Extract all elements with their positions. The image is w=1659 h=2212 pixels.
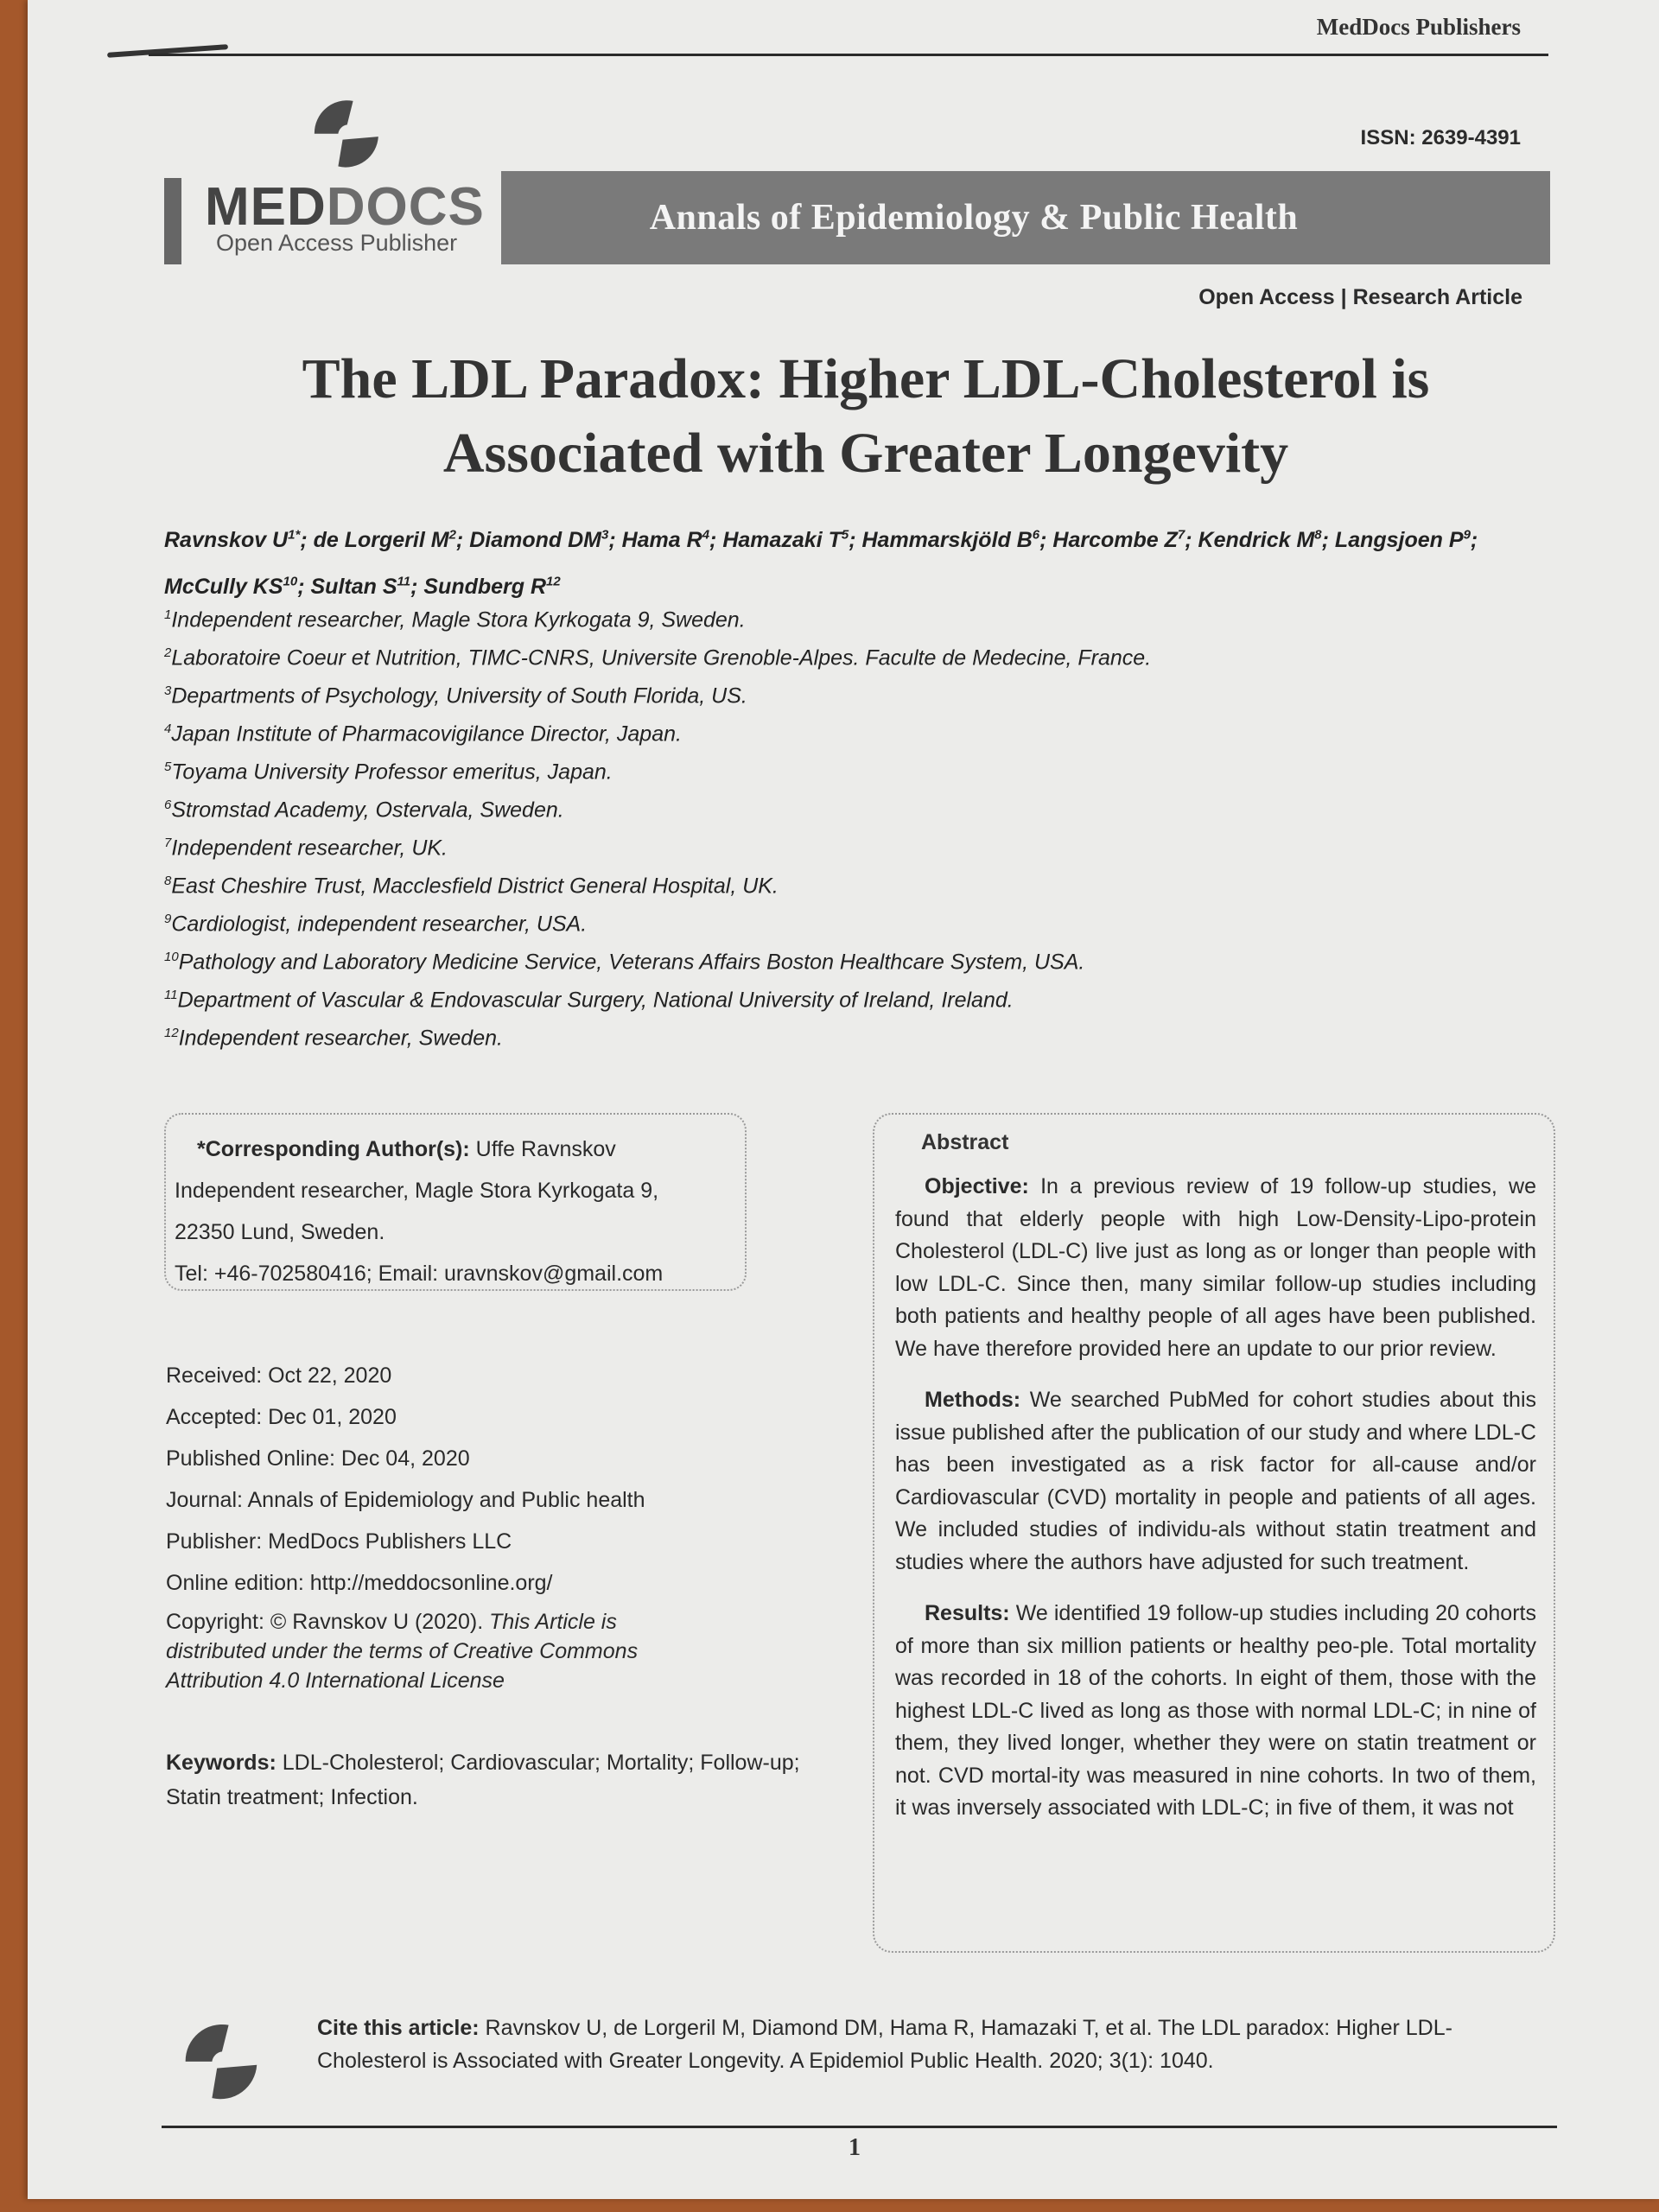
corresponding-author-heading <box>183 1128 731 1170</box>
affiliation-number: 10 <box>164 950 179 964</box>
affiliation-number: 2 <box>164 645 172 660</box>
author-name: Hama R <box>621 528 702 553</box>
affiliation-text: East Cheshire Trust, Macclesfield District General Hospital, UK. <box>171 874 779 899</box>
affiliation <box>164 634 1547 672</box>
affiliation-number: 4 <box>164 721 172 736</box>
affiliation <box>164 672 1547 710</box>
corresponding-address-2: 22350 Lund, Sweden. <box>175 1220 385 1244</box>
abstract-methods <box>895 1384 1536 1579</box>
keywords-label: Keywords: <box>166 1751 276 1775</box>
article-type: Open Access | Research Article <box>1198 285 1522 309</box>
corresponding-name: Uffe Ravnskov <box>475 1137 616 1161</box>
top-rule <box>149 54 1548 56</box>
bottom-rule <box>162 2126 1557 2128</box>
results-text: We identified 19 follow-up studies including 20 cohorts of more than six million patients or healthy peo-ple. Total mortality was recorded in 18 of the cohorts. In eight of them, those with the highest LDL-C lived as long as those with normal LDL-C; in nine of them, they lived longer, whether they were on statin treatment or not. CVD mortal-ity was measured in nine cohorts. In two of them, it was inversely associated with LDL-C; in five of them, it was not <box>895 1601 1536 1820</box>
corresponding-address-1: Independent researcher, Magle Stora Kyrkogata 9, <box>175 1179 659 1203</box>
affiliation-number: 1 <box>164 607 172 622</box>
paper-page <box>28 0 1659 2199</box>
author-affiliation-number: 1* <box>288 528 301 543</box>
author: Hammarskjöld $B^6$; <box>861 528 1053 553</box>
affiliation-number: 12 <box>164 1026 179 1040</box>
published-date: Published Online: Dec 04, 2020 <box>166 1446 470 1471</box>
affiliation-number: 9 <box>164 912 172 926</box>
article-meta <box>166 1355 857 1695</box>
author-affiliation-number: 11 <box>397 574 411 589</box>
abstract-box <box>873 1113 1555 1953</box>
author-affiliation-number: 3 <box>601 528 609 543</box>
abstract-objective <box>895 1171 1536 1365</box>
affiliation <box>164 976 1547 1014</box>
author-name: McCully KS <box>164 574 283 599</box>
corresponding-contact: Tel: +46-702580416; Email: uravnskov@gmail.com <box>175 1262 664 1286</box>
copyright-plain: Copyright: © Ravnskov U (2020). <box>166 1610 484 1634</box>
affiliation-text: Independent researcher, Sweden. <box>178 1026 503 1051</box>
logo-name-docs: DOCS <box>326 177 485 237</box>
cite-this-article <box>317 2012 1561 2077</box>
author: Diamond $DM^3$; <box>469 528 622 553</box>
author-affiliation-number: 6 <box>1032 528 1040 543</box>
corresponding-label: *Corresponding Author(s): <box>197 1137 470 1161</box>
affiliation-number: 5 <box>164 760 172 774</box>
author-name: Langsjoen P <box>1334 528 1464 553</box>
publisher-name: Publisher: MedDocs Publishers LLC <box>166 1529 512 1554</box>
author-name: Diamond DM <box>469 528 601 553</box>
author: Ravnskov $U^{1*}$; <box>164 528 314 553</box>
affiliation <box>164 1014 1547 1052</box>
online-edition: Online edition: http://meddocsonline.org/ <box>166 1571 553 1595</box>
author-name: Sundberg R <box>423 574 547 599</box>
journal-band <box>501 171 1550 264</box>
affiliation <box>164 710 1547 748</box>
logo-subtitle: Open Access Publisher <box>216 230 458 256</box>
author <box>423 575 560 599</box>
author-name: Sultan S <box>310 574 397 599</box>
author-affiliation-number: 5 <box>841 528 849 543</box>
affiliation-text: Toyama University Professor emeritus, Japan. <box>171 760 613 785</box>
author-name: Hammarskjöld B <box>861 528 1033 553</box>
meddocs-logo-icon <box>308 95 383 169</box>
affiliation-text: Independent researcher, UK. <box>171 836 448 861</box>
title-line-2: Associated with Greater Longevity <box>442 422 1289 485</box>
accepted-date: Accepted: Dec 01, 2020 <box>166 1405 397 1429</box>
journal-name: Journal: Annals of Epidemiology and Public health <box>166 1488 645 1512</box>
logo-name <box>205 176 485 238</box>
affiliation-number: 11 <box>164 988 178 1002</box>
cite-label: Cite this article: <box>317 2016 480 2040</box>
author: Kendrick $M^8$; <box>1198 528 1335 553</box>
keywords <box>166 1745 844 1815</box>
affiliation-text: Independent researcher, Magle Stora Kyrkogata 9, Sweden. <box>171 607 746 632</box>
affiliation <box>164 748 1547 786</box>
objective-text: In a previous review of 19 follow-up studies, we found that elderly people with high Low-Density-Lipo-protein Cholesterol (LDL-C) live just as long as or longer than people with low LDL-C. Since then, many similar follow-up studies including both patients and healthy people of all ages have been published. We have therefore provided here an update to our prior review. <box>895 1174 1536 1361</box>
author: Hamazaki $T^5$; <box>722 528 862 553</box>
author-affiliation-number: 12 <box>546 574 561 589</box>
author-affiliation-number: 9 <box>1463 528 1471 543</box>
author-name: Ravnskov U <box>164 528 289 553</box>
corresponding-author-box <box>164 1113 747 1291</box>
author-affiliation-number: 10 <box>283 574 298 589</box>
author-affiliation-number: 7 <box>1177 528 1185 543</box>
affiliation-number: 8 <box>164 874 172 888</box>
affiliation-text: Laboratoire Coeur et Nutrition, TIMC-CNRS, Universite Grenoble-Alpes. Faculte de Medecine, France. <box>171 645 1152 671</box>
methods-text: We searched PubMed for cohort studies about this issue published after the publication of our study and where LDL-C has been investigated as a risk factor for all-cause and/or Cardiovascular (CVD) mortality in people and patients of all ages. We included studies of individu-als without statin treatment and studies where the authors have adjusted for such treatment. <box>895 1388 1536 1574</box>
author: de Lorgeril $M^2$; <box>313 528 470 553</box>
abstract-results <box>895 1598 1536 1825</box>
cite-logo-icon <box>179 2018 262 2101</box>
keywords-text: LDL-Cholesterol; Cardiovascular; Mortality; Follow-up; Statin treatment; Infection. <box>166 1751 800 1809</box>
methods-label: Methods: <box>925 1388 1021 1412</box>
affiliation <box>164 862 1547 900</box>
page-number: 1 <box>849 2134 861 2161</box>
author-affiliation-number: 8 <box>1314 528 1322 543</box>
affiliation-text: Cardiologist, independent researcher, USA. <box>171 912 588 937</box>
issn: ISSN: 2639-4391 <box>1360 126 1521 149</box>
affiliation-text: Stromstad Academy, Ostervala, Sweden. <box>171 798 564 823</box>
copyright <box>166 1607 702 1695</box>
author-name: Kendrick M <box>1198 528 1315 553</box>
title-line-1: The LDL Paradox: Higher LDL-Cholesterol is <box>302 347 1430 410</box>
article-title <box>131 342 1600 491</box>
journal-title: Annals of Epidemiology & Public Health <box>649 198 1299 238</box>
author-name: de Lorgeril M <box>313 528 449 553</box>
author-affiliation-number: 4 <box>702 528 710 543</box>
logo-name-med: MED <box>205 177 327 237</box>
affiliation-text: Japan Institute of Pharmacovigilance Director, Japan. <box>171 721 682 747</box>
author-name: Hamazaki T <box>722 528 842 553</box>
abstract-title: Abstract <box>921 1130 1009 1154</box>
affiliation <box>164 786 1547 824</box>
author: Hama $R^4$; <box>621 528 723 553</box>
logo-bar <box>164 178 181 264</box>
affiliation-list <box>164 596 1547 1052</box>
affiliation <box>164 938 1547 976</box>
author: McCully KS$^{10}$; <box>164 574 311 599</box>
affiliation-text: Department of Vascular & Endovascular Surgery, National University of Ireland, Ireland. <box>177 988 1014 1013</box>
header-publisher: MedDocs Publishers <box>1316 14 1521 40</box>
copyright-license: This Article is distributed under the terms of Creative Commons Attribution 4.0 International License <box>166 1610 639 1693</box>
author: Sultan $S^{11}$; <box>310 574 424 599</box>
affiliation <box>164 900 1547 938</box>
affiliation-number: 7 <box>164 836 172 850</box>
affiliation-text: Pathology and Laboratory Medicine Service, Veterans Affairs Boston Healthcare System, USA. <box>178 950 1085 975</box>
results-label: Results: <box>925 1601 1010 1625</box>
objective-label: Objective: <box>925 1174 1029 1198</box>
affiliation <box>164 596 1547 634</box>
author-affiliation-number: 2 <box>448 528 456 543</box>
author-list <box>164 515 1564 607</box>
affiliation-number: 3 <box>164 683 172 698</box>
author-name: Harcombe Z <box>1052 528 1178 553</box>
affiliation-text: Departments of Psychology, University of South Florida, US. <box>171 683 747 709</box>
received-date: Received: Oct 22, 2020 <box>166 1363 392 1388</box>
author: Langsjoen $P^9$; <box>1334 528 1478 553</box>
cite-text: Ravnskov U, de Lorgeril M, Diamond DM, Hama R, Hamazaki T, et al. The LDL paradox: Higher LDL-Cholesterol is Associated with Greater Longevity. A Epidemiol Public Health. 2020; 3(1): 1040. <box>317 2016 1452 2073</box>
affiliation-number: 6 <box>164 798 172 812</box>
affiliation <box>164 824 1547 862</box>
author: Harcombe $Z^7$; <box>1052 528 1198 553</box>
